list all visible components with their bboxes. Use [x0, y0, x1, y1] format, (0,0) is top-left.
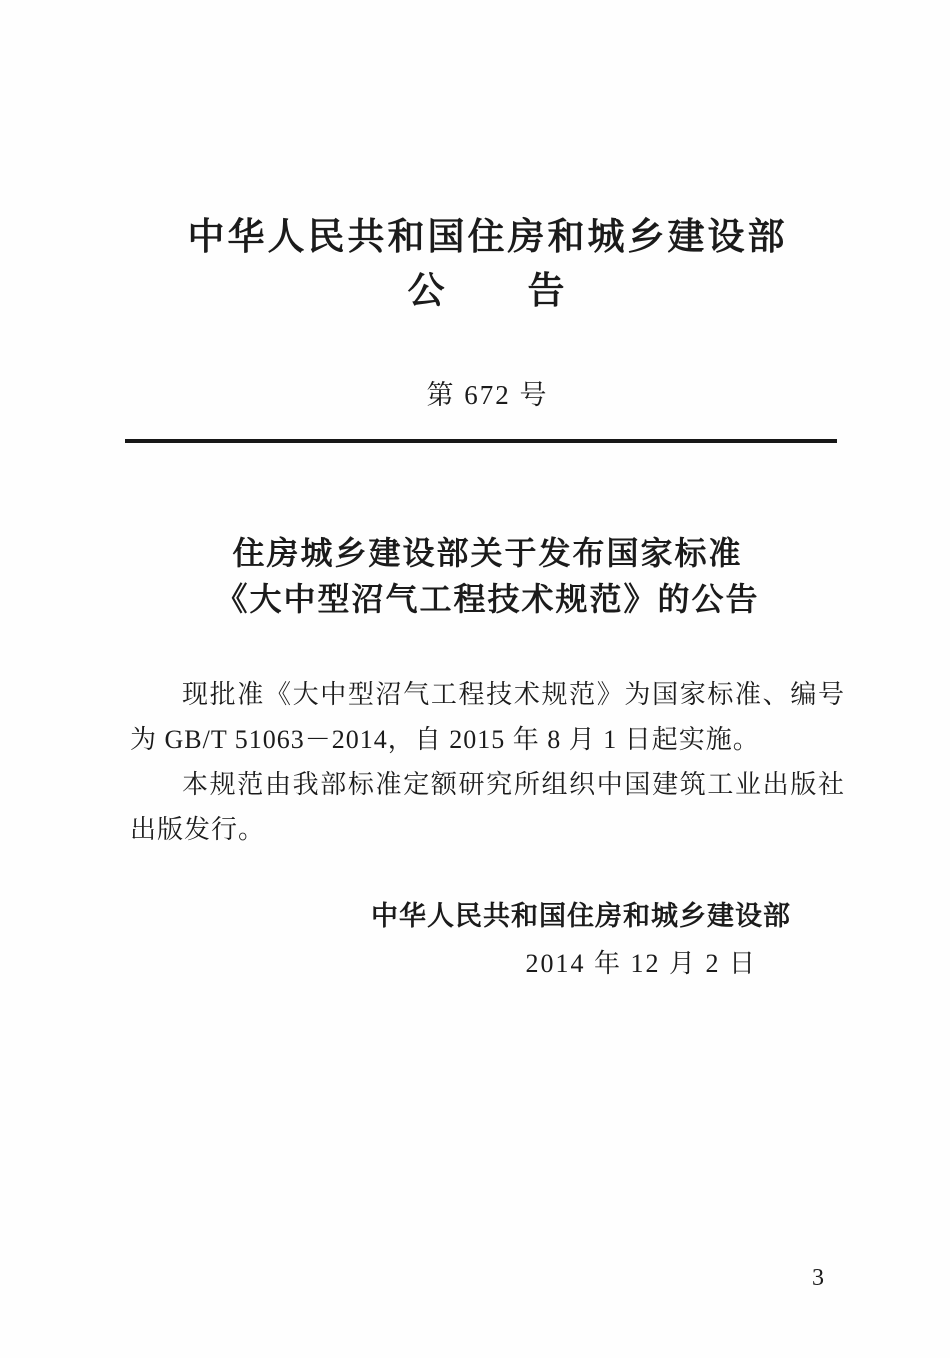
ministry-title: 中华人民共和国住房和城乡建设部 — [187, 216, 788, 257]
announcement-subtitle — [130, 531, 845, 622]
announcement-paragraphs — [130, 672, 845, 852]
page-number: 3 — [812, 1265, 824, 1291]
announcement-word: 公 告 — [407, 269, 568, 311]
announcement-header — [130, 210, 845, 443]
paragraph-publication: 本规范由我部标准定额研究所组织中国建筑工业出版社出版发行。 — [130, 770, 845, 845]
signature-date: 2014 年 12 月 2 日 — [525, 949, 757, 979]
document-number: 第 672 号 — [426, 380, 549, 411]
signature-ministry: 中华人民共和国住房和城乡建设部 — [371, 901, 791, 932]
paragraph-approval: 现批准《大中型沼气工程技术规范》为国家标准、编号为 GB/T 51063－2014，自 2015 年 8 月 1 日起实施。 — [130, 680, 845, 755]
subtitle-line-1: 住房城乡建设部关于发布国家标准 — [232, 535, 743, 572]
subtitle-line-2: 《大中型沼气工程技术规范》的公告 — [215, 580, 760, 617]
signature-block — [130, 894, 845, 980]
horizontal-rule — [125, 439, 837, 443]
announcement-body — [130, 531, 845, 980]
